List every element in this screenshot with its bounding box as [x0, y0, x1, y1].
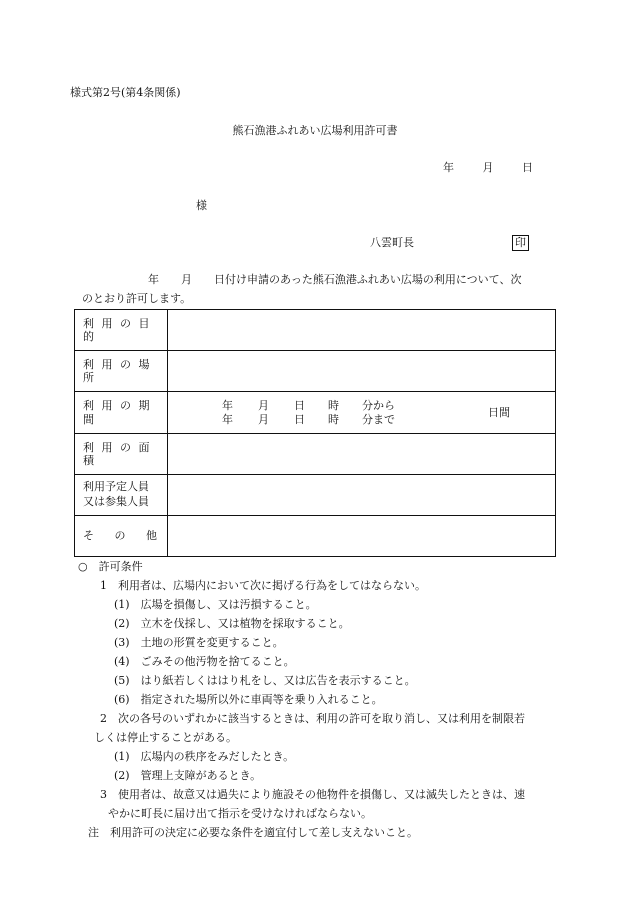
period-from-minute: 分から	[362, 399, 395, 412]
date-day: 日	[522, 161, 533, 174]
condition-1-item: (3) 土地の形質を変更すること。	[114, 636, 284, 649]
period-total-days: 日間	[488, 406, 510, 419]
people-label	[75, 475, 168, 516]
people-label-line-2: 又は参集人員	[83, 495, 149, 508]
period-from-day: 日	[294, 399, 305, 412]
people-label-line-1: 利用予定人員	[83, 480, 149, 494]
condition-2-line-2: しくは停止することがある。	[94, 731, 237, 744]
conditions-heading: ○ 許可条件	[78, 560, 143, 573]
period-value	[168, 392, 556, 434]
period-from-hour: 時	[328, 399, 339, 412]
condition-2-item: (2) 管理上支障があるとき。	[114, 769, 262, 782]
addressee-suffix: 様	[196, 199, 207, 212]
purpose-value	[168, 310, 556, 351]
people-value	[168, 475, 556, 516]
place-value	[168, 351, 556, 392]
permit-table	[74, 309, 556, 557]
condition-2-line-1: 2 次の各号のいずれかに該当するときは、利用の許可を取り消し、又は利用を制限若	[100, 712, 525, 725]
date-year: 年	[443, 161, 454, 174]
condition-3-line-2: やかに町長に届け出て指示を受けなければならない。	[108, 807, 372, 820]
place-label: 利 用 の 場 所	[75, 351, 168, 392]
condition-1-item: (2) 立木を伐採し、又は植物を採取すること。	[114, 617, 350, 630]
period-to-year: 年	[222, 413, 233, 426]
condition-2-item: (1) 広場内の秩序をみだしたとき。	[114, 750, 295, 763]
condition-3-line-1: 3 使用者は、故意又は過失により施設その他物件を損傷し、又は滅失したときは、速	[100, 788, 525, 801]
period-to-hour: 時	[328, 413, 339, 426]
period-to-month: 月	[258, 413, 269, 426]
other-value	[168, 516, 556, 557]
document-title: 熊石漁港ふれあい広場利用許可書	[232, 124, 398, 137]
table-row	[75, 434, 556, 475]
condition-1-item: (6) 指定された場所以外に車両等を乗り入れること。	[114, 693, 383, 706]
period-to-minute: 分まで	[362, 413, 395, 426]
intro-line-1: 年 月 日付け申請のあった熊石漁港ふれあい広場の利用について、次	[148, 273, 522, 286]
intro-line-2: のとおり許可します。	[82, 292, 192, 306]
footnote: 注 利用許可の決定に必要な条件を適宜付して差し支えないこと。	[88, 826, 418, 839]
period-from-year: 年	[222, 399, 233, 412]
period-from-month: 月	[258, 399, 269, 412]
area-label: 利 用 の 面 積	[75, 434, 168, 475]
period-to-day: 日	[294, 413, 305, 426]
seal-mark: 印	[512, 235, 529, 251]
table-row	[75, 392, 556, 434]
table-row	[75, 475, 556, 516]
other-label: そ の 他	[75, 516, 168, 557]
issue-date	[443, 161, 533, 174]
intro-text	[70, 273, 560, 305]
period-to	[222, 413, 395, 426]
condition-1-item: (4) ごみその他汚物を捨てること。	[114, 655, 295, 668]
table-row	[75, 351, 556, 392]
area-value	[168, 434, 556, 475]
condition-1-item: (1) 広場を損傷し、又は汚損すること。	[114, 598, 317, 611]
period-from	[222, 399, 395, 412]
table-row	[75, 516, 556, 557]
table-row	[75, 310, 556, 351]
issuer-name: 八雲町長	[370, 236, 414, 249]
form-number: 様式第2号(第4条関係)	[70, 86, 181, 99]
period-label: 利 用 の 期 間	[75, 392, 168, 434]
condition-1: 1 利用者は、広場内において次に掲げる行為をしてはならない。	[100, 579, 426, 592]
date-month: 月	[482, 161, 494, 174]
purpose-label: 利 用 の 目 的	[75, 310, 168, 351]
condition-1-item: (5) はり紙若しくははり札をし、又は広告を表示すること。	[114, 674, 416, 687]
